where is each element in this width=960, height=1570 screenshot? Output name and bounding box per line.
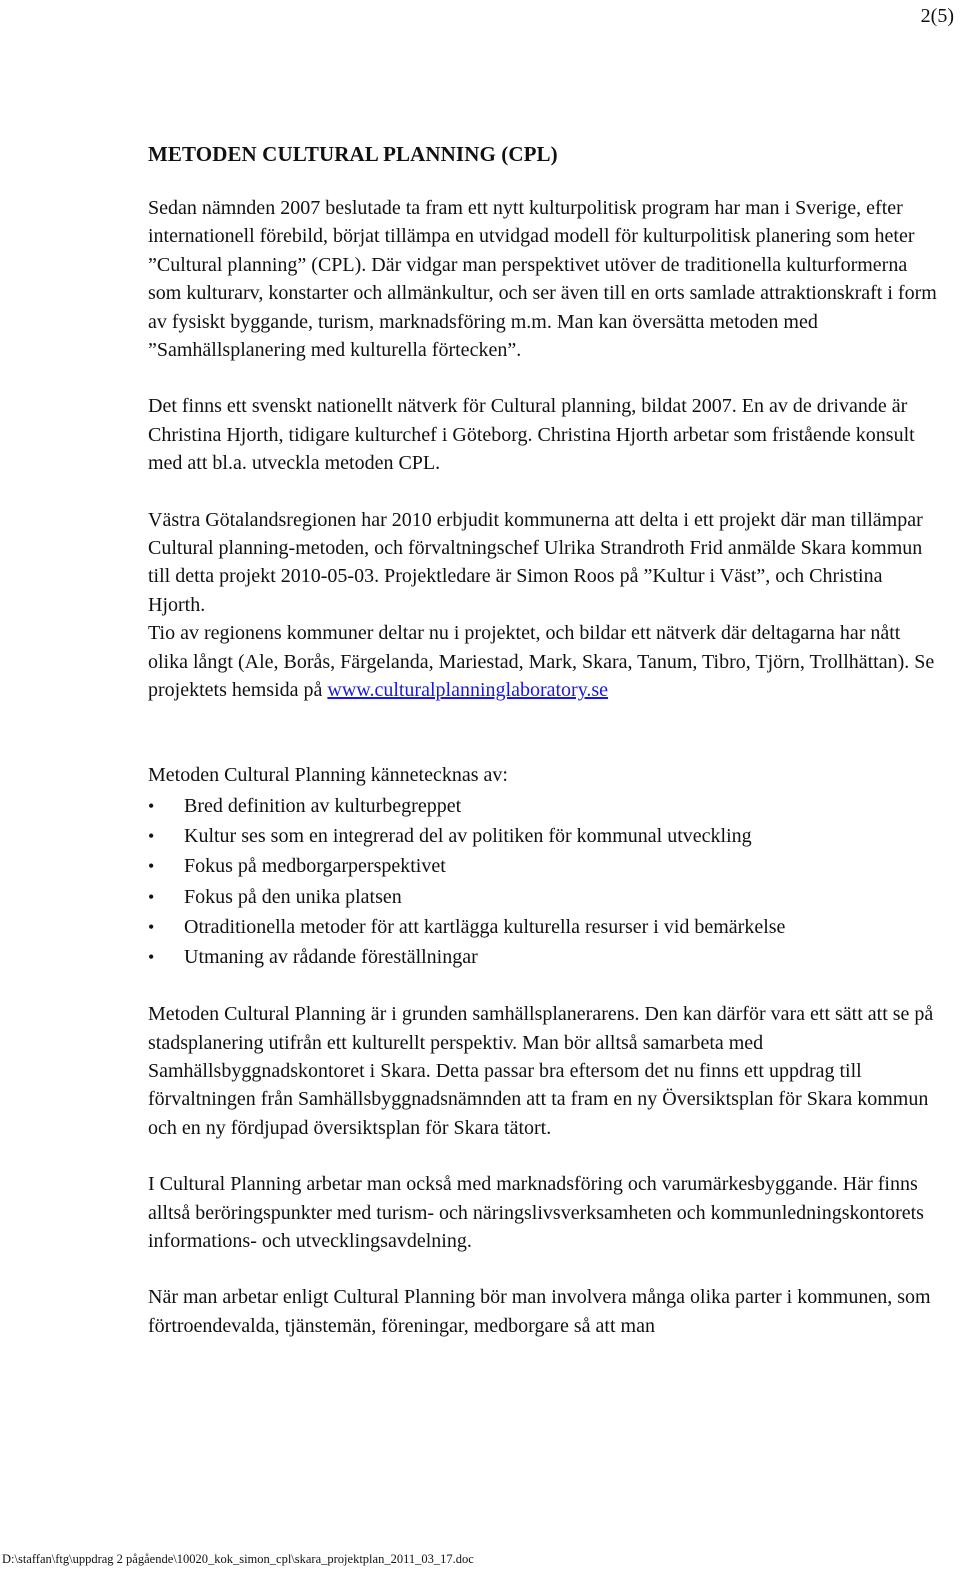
list-item [148, 912, 938, 942]
list-item-text: Kultur ses som en integrerad del av politiken för kommunal utveckling [184, 825, 752, 848]
list-item [148, 791, 938, 821]
paragraph-intro: Sedan nämnden 2007 beslutade ta fram ett nytt kulturpolitisk program har man i Sverige, efter internationell förebild, börjat tillämpa en utvidgad modell för kulturpolitisk planering som heter ”Cultural planning” (CPL). Där vidgar man perspektivet utöver de traditionella kulturformerna som kulturarv, konstarter och allmänkultur, och ser även till en orts samlade attraktionskraft i form av fysiskt byggande, turism, marknadsföring m.m. Man kan översätta metoden med ”Samhällsplanering med kulturella förtecken”. [148, 197, 937, 362]
section-heading: METODEN CULTURAL PLANNING (CPL) [148, 142, 558, 166]
bullet-icon: • [148, 946, 155, 967]
page-number: 2(5) [920, 5, 954, 27]
bullet-icon: • [148, 826, 155, 847]
paragraph-network: Det finns ett svenskt nationellt nätverk för Cultural planning, bildat 2007. En av de drivande är Christina Hjorth, tidigare kulturchef i Göteborg. Christina Hjorth arbetar som fristående konsult med att bl.a. utveckla metoden CPL. [148, 395, 915, 475]
characteristics-list [148, 791, 938, 972]
bullet-icon: • [148, 886, 155, 907]
paragraph-municipalities-text: Tio av regionens kommuner deltar nu i projektet, och bildar ett nätverk där deltagarna har nått olika långt (Ale, Borås, Färgelanda, Mariestad, Mark, Skara, Tanum, Tibro, Tjörn, Trollhättan). Se projektets hemsida på [148, 622, 935, 702]
list-item-text: Fokus på medborgarperspektivet [184, 855, 446, 878]
bullet-icon: • [148, 856, 155, 877]
list-item [148, 882, 938, 912]
document-body [148, 140, 938, 1340]
bullet-icon: • [148, 795, 155, 816]
list-item [148, 942, 938, 972]
project-website-link[interactable]: www.culturalplanninglaboratory.se [327, 679, 609, 702]
list-item-text: Fokus på den unika platsen [184, 885, 402, 908]
paragraph-project: Västra Götalandsregionen har 2010 erbjudit kommunerna att delta i ett projekt där man tillämpar Cultural planning-metoden, och förvaltningschef Ulrika Strandroth Frid anmälde Skara kommun till detta projekt 2010-05-03. Projektledare är Simon Roos på ”Kultur i Väst”, och Christina Hjorth. [148, 508, 923, 616]
footer-file-path: D:\staffan\ftg\uppdrag 2 pågående\10020_kok_simon_cpl\skara_projektplan_2011_03_17.doc [2, 1552, 474, 1566]
paragraph-municipalities [148, 619, 938, 704]
bullet-icon: • [148, 916, 155, 937]
list-intro: Metoden Cultural Planning kännetecknas av: [148, 763, 508, 786]
paragraph-marketing: I Cultural Planning arbetar man också med marknadsföring och varumärkesbyggande. Här finns alltså beröringspunkter med turism- och näringslivsverksamheten och kommunledningskontorets informations- och utvecklingsavdelning. [148, 1173, 924, 1252]
paragraph-involvement: När man arbetar enligt Cultural Planning bör man involvera många olika parter i kommunen, som förtroendevalda, tjänstemän, föreningar, medborgare så att man [148, 1286, 931, 1337]
list-item-text: Otraditionella metoder för att kartlägga kulturella resurser i vid bemärkelse [184, 915, 786, 938]
list-item-text: Bred definition av kulturbegreppet [184, 794, 462, 817]
spacer [148, 705, 938, 761]
list-item-text: Utmaning av rådande föreställningar [184, 945, 478, 968]
list-item [148, 821, 938, 851]
list-item [148, 851, 938, 881]
paragraph-planning: Metoden Cultural Planning är i grunden samhällsplanerarens. Den kan därför vara ett sätt att se på stadsplanering utifrån ett kulturellt perspektiv. Man bör alltså samarbeta med Samhällsbyggnadskontoret i Skara. Detta passar bra eftersom det nu finns ett uppdrag till förvaltningen från Samhällsbyggnadsnämnden att ta fram en ny Översiktsplan för Skara kommun och en ny fördjupad översiktsplan för Skara tätort. [148, 1003, 934, 1139]
